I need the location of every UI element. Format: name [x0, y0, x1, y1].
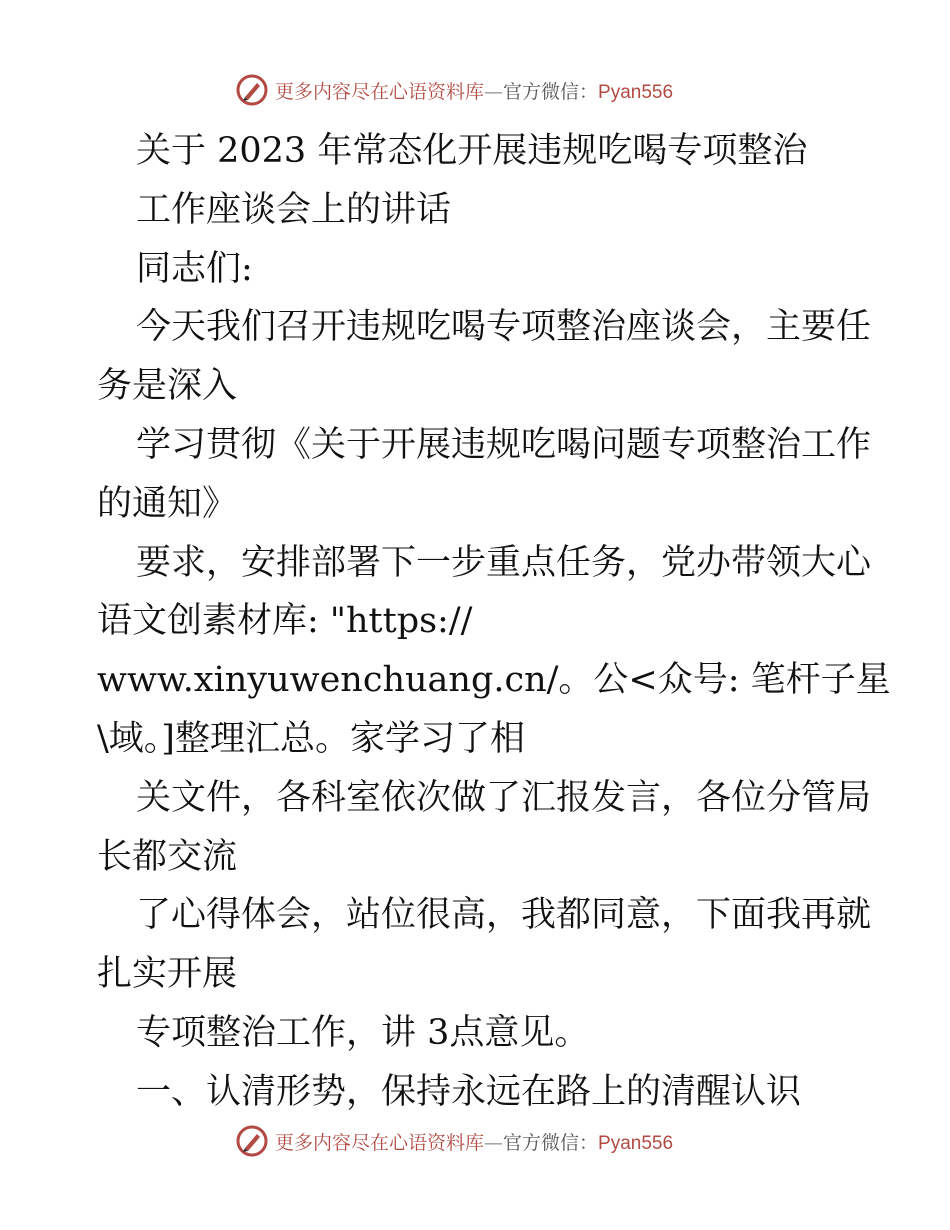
watermark-site: 更多内容尽在心语资料库 [275, 80, 485, 103]
text-line: 同志们: [136, 248, 253, 289]
text-line: 专项整治工作，讲 3点意见。 [136, 1012, 590, 1053]
text-line: 语文创素材库: "https:// [97, 601, 473, 642]
document-body [97, 122, 891, 1122]
text-line: 关于 2023 年常态化开展违规吃喝专项整治 [136, 131, 808, 171]
text-line: 一、认清形势，保持永远在路上的清醒认识 [136, 1071, 802, 1112]
watermark-wechat-label: 官方微信： [503, 80, 599, 103]
text-line: 的通知》 [97, 483, 238, 524]
text-line: 扎实开展 [97, 954, 238, 995]
watermark-separator: — [484, 80, 504, 103]
watermark-site: 更多内容尽在心语资料库 [275, 1131, 485, 1154]
text-line: 要求，安排部署下一步重点任务，党办带领大心 [136, 542, 872, 583]
watermark-wechat-label: 官方微信： [503, 1131, 599, 1154]
watermark-wechat-id: Pyan556 [598, 1132, 674, 1154]
text-line: 关文件，各科室依次做了汇报发言，各位分管局 [136, 777, 872, 818]
watermark-footer [235, 1123, 673, 1159]
text-line: 工作座谈会上的讲话 [136, 189, 452, 230]
text-line: 了心得体会，站位很高，我都同意，下面我再就 [136, 895, 872, 936]
text-line: www.xinyuwenchuang.cn/。公<众号: 笔杆子星 [97, 660, 891, 701]
watermark-text [275, 1128, 673, 1155]
text-line: 务是深入 [97, 366, 238, 407]
watermark-header [235, 72, 673, 108]
text-line: 今天我们召开违规吃喝专项整治座谈会，主要任 [136, 307, 872, 348]
pen-logo-icon [235, 1124, 269, 1158]
watermark-text [275, 77, 673, 104]
watermark-separator: — [484, 1131, 504, 1154]
text-line: 学习贯彻《关于开展违规吃喝问题专项整治工作 [136, 424, 872, 465]
text-line: 长都交流 [97, 836, 238, 877]
watermark-wechat-id: Pyan556 [598, 81, 674, 103]
text-line: \域。]整理汇总。家学习了相 [97, 718, 525, 759]
pen-logo-icon [235, 73, 269, 107]
